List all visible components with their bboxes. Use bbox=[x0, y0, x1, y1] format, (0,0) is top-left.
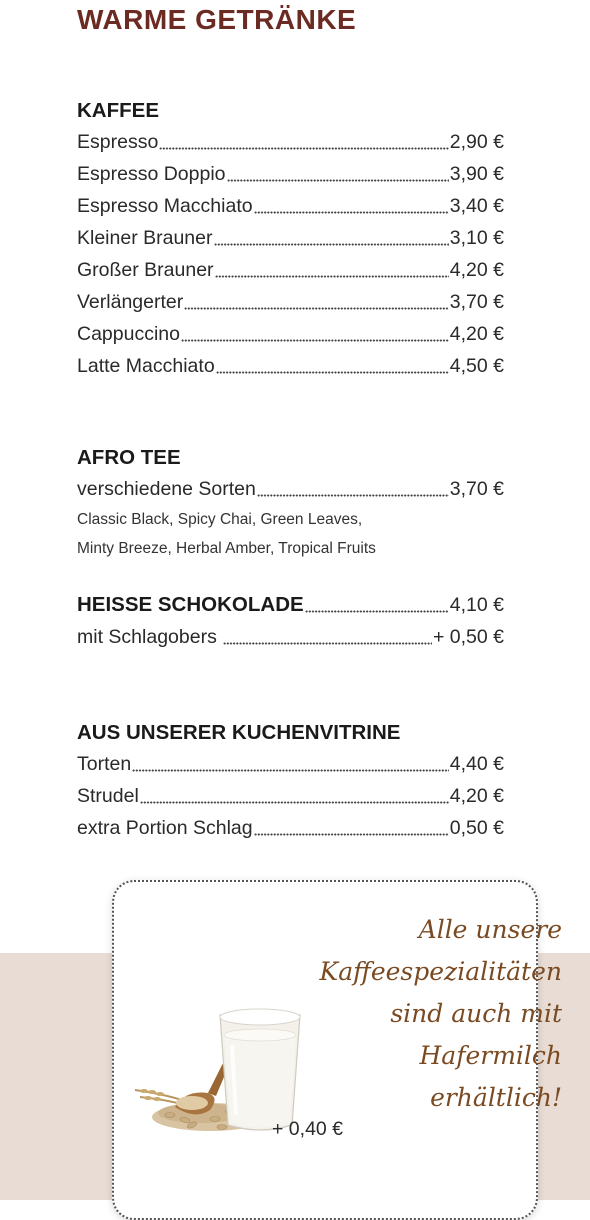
dot-leader bbox=[254, 827, 449, 836]
dot-leader bbox=[215, 269, 449, 278]
section-heading: AFRO TEE bbox=[77, 446, 181, 469]
section-schokolade bbox=[77, 589, 504, 653]
dot-leader bbox=[216, 365, 449, 374]
promo-text-line: sind auch mit bbox=[390, 999, 562, 1028]
item-name: Espresso bbox=[77, 131, 159, 153]
item-name: Espresso Macchiato bbox=[77, 195, 253, 217]
dot-leader bbox=[181, 333, 449, 342]
menu-item bbox=[77, 190, 504, 222]
item-price: 4,50 € bbox=[449, 355, 504, 377]
menu-item bbox=[77, 780, 504, 812]
item-price: 3,40 € bbox=[449, 195, 504, 217]
dot-leader bbox=[254, 205, 449, 214]
dot-leader bbox=[257, 488, 449, 497]
item-name: Kleiner Brauner bbox=[77, 227, 213, 249]
section-afro-tee bbox=[77, 443, 504, 563]
dot-leader bbox=[184, 301, 449, 310]
item-price: 3,10 € bbox=[449, 227, 504, 249]
menu-item bbox=[77, 126, 504, 158]
menu-item bbox=[77, 748, 504, 780]
menu-item bbox=[77, 286, 504, 318]
item-price: + 0,50 € bbox=[432, 626, 504, 648]
item-name: Latte Macchiato bbox=[77, 355, 215, 377]
item-name: verschiedene Sorten bbox=[77, 478, 256, 500]
promo-price: + 0,40 € bbox=[272, 1118, 344, 1140]
dot-leader bbox=[159, 141, 448, 150]
item-name: Strudel bbox=[77, 785, 139, 807]
dot-leader bbox=[223, 636, 432, 645]
section-heading: KAFFEE bbox=[77, 99, 159, 122]
menu-item bbox=[77, 812, 504, 844]
section-kaffee bbox=[77, 96, 504, 382]
tea-varieties-line: Classic Black, Spicy Chai, Green Leaves, bbox=[77, 511, 363, 528]
tea-varieties-line: Minty Breeze, Herbal Amber, Tropical Fruits bbox=[77, 540, 376, 557]
section-kuchen bbox=[77, 718, 504, 844]
dot-leader bbox=[140, 795, 449, 804]
item-price: 2,90 € bbox=[449, 131, 504, 153]
promo-text-line: Alle unsere bbox=[418, 915, 562, 944]
menu-item bbox=[77, 318, 504, 350]
dot-leader bbox=[132, 763, 449, 772]
item-name: Espresso Doppio bbox=[77, 163, 226, 185]
item-price: 4,10 € bbox=[449, 594, 504, 616]
item-price: 0,50 € bbox=[449, 817, 504, 839]
item-price: 4,20 € bbox=[449, 259, 504, 281]
item-price: 4,40 € bbox=[449, 753, 504, 775]
menu-item bbox=[77, 589, 504, 621]
dot-leader bbox=[227, 173, 449, 182]
promo-text-line: Kaffeespezialitäten bbox=[319, 957, 562, 986]
item-price: 3,90 € bbox=[449, 163, 504, 185]
menu-item bbox=[77, 473, 504, 505]
menu-item bbox=[77, 222, 504, 254]
item-price: 3,70 € bbox=[449, 291, 504, 313]
dot-leader bbox=[214, 237, 449, 246]
section-heading: AUS UNSERER KUCHENVITRINE bbox=[77, 721, 401, 744]
section-heading: HEISSE SCHOKOLADE bbox=[77, 593, 304, 616]
item-name: Verlängerter bbox=[77, 291, 184, 313]
item-price: 4,20 € bbox=[449, 323, 504, 345]
menu-item bbox=[77, 254, 504, 286]
menu-item bbox=[77, 350, 504, 382]
dot-leader bbox=[305, 604, 449, 613]
item-name: Torten bbox=[77, 753, 132, 775]
page-title: WARME GETRÄNKE bbox=[77, 4, 357, 35]
menu-item bbox=[77, 621, 504, 653]
item-name: Großer Brauner bbox=[77, 259, 214, 281]
promo-text-line: Hafermilch bbox=[419, 1041, 562, 1070]
item-price: 4,20 € bbox=[449, 785, 504, 807]
item-name: extra Portion Schlag bbox=[77, 817, 253, 839]
item-name: mit Schlagobers bbox=[77, 626, 217, 648]
item-name: Cappuccino bbox=[77, 323, 180, 345]
item-price: 3,70 € bbox=[449, 478, 504, 500]
menu-item bbox=[77, 158, 504, 190]
promo-text-line: erhältlich! bbox=[430, 1083, 562, 1112]
